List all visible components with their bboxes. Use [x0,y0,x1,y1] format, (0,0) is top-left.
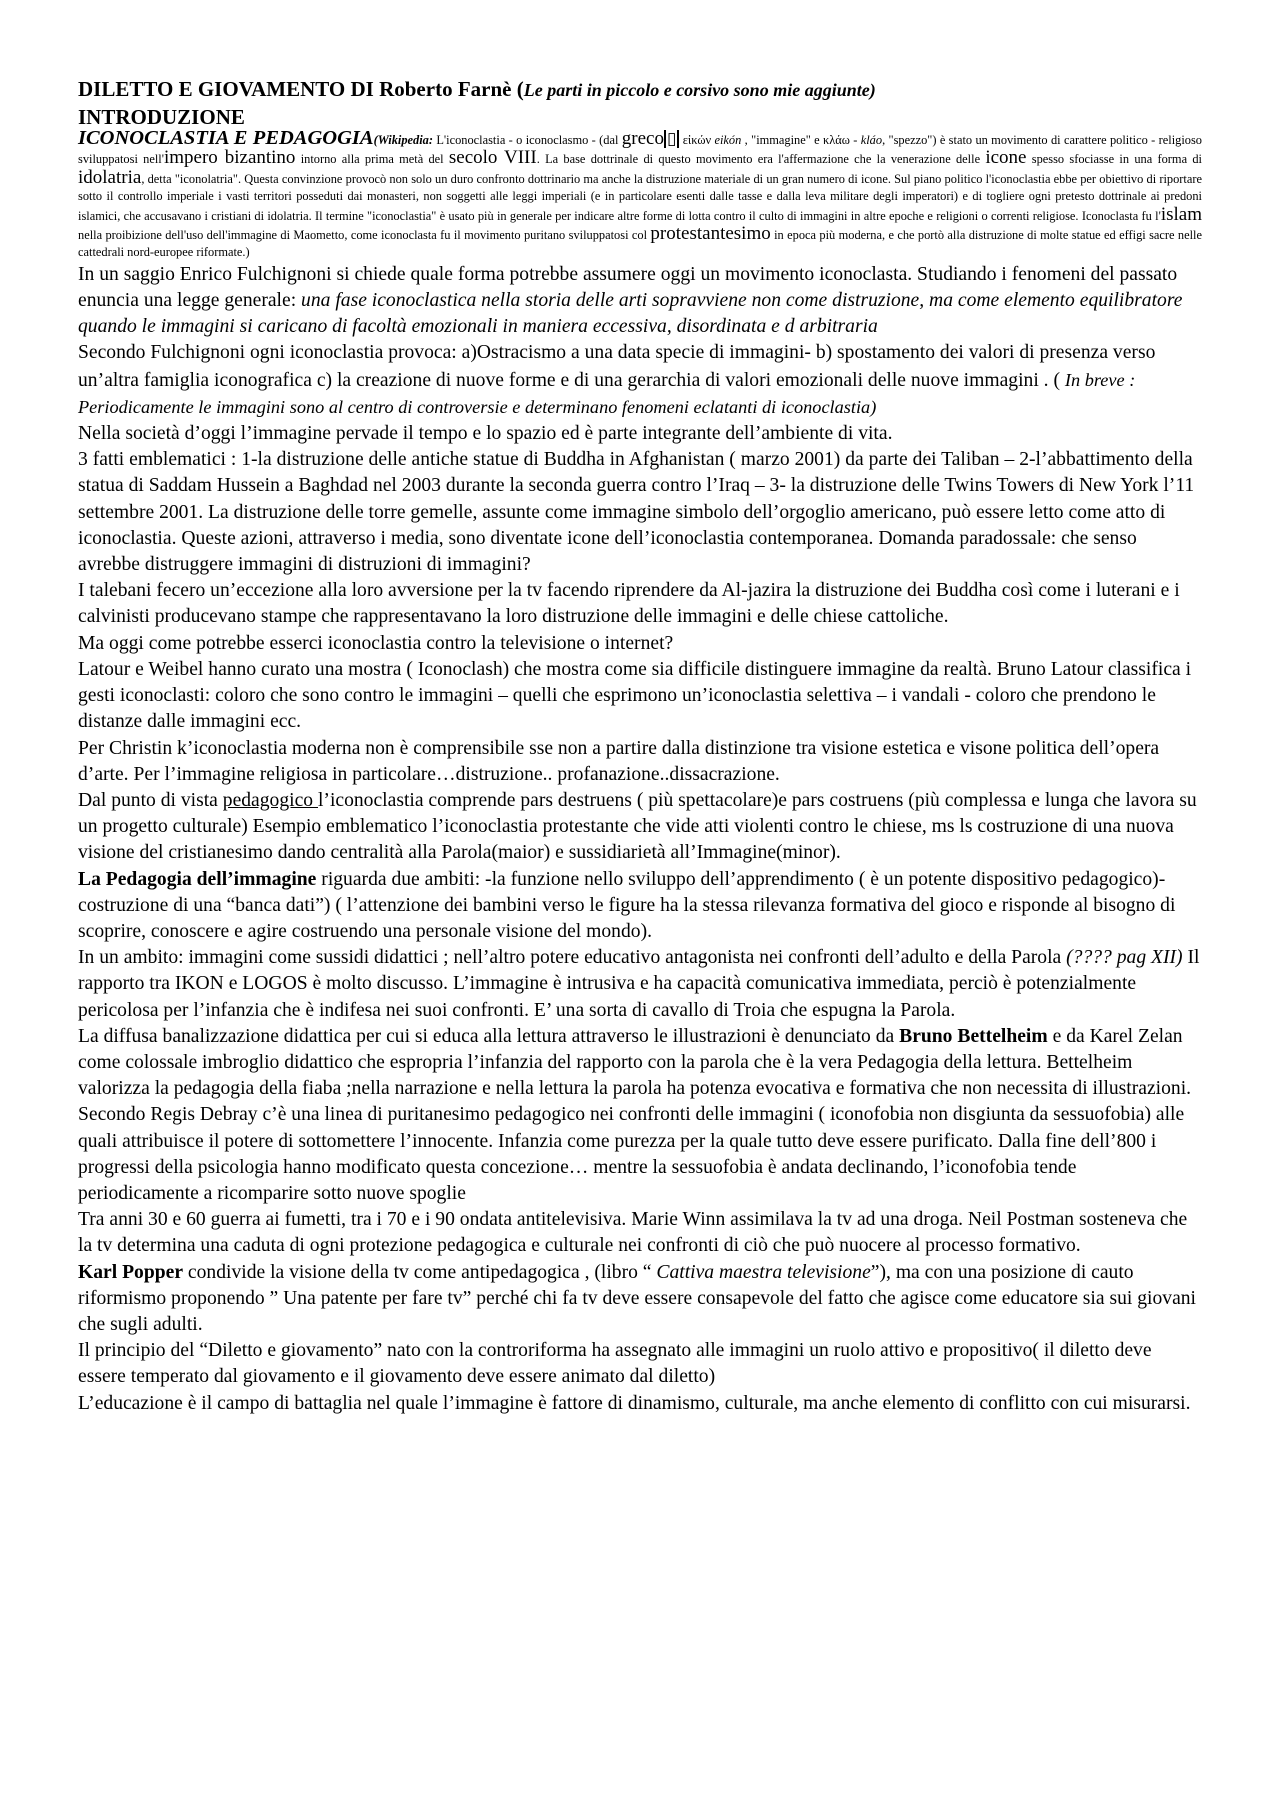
paragraph: Tra anni 30 e 60 guerra ai fumetti, tra i 70 e i 90 ondata antitelevisiva. Marie Winn assimilava la tv ad una droga. Neil Postman sosteneva che la tv determina una caduta di ogni protezione pedagogica e culturale nei confronti di ciò che può nuocere al processo formativo. [78,1209,1188,1257]
paragraph: La Pedagogia dell’immagine riguarda due ambiti: -la funzione nello sviluppo dell’apprendimento ( è un potente dispositivo pedagogico)- costruzione di una “banca dati”) ( l’attenzione dei bambini verso le figure ha la stessa rilevanza formativa del gioco e risponde al bisogno di scoprire, conoscere e agire costruendo una personale visione del mondo). [78,868,1176,942]
wiki-link-greco[interactable]: greco [621,128,664,149]
section-heading-introduzione: INTRODUZIONE [78,105,245,129]
document-body [78,262,1202,1417]
paragraph: Secondo Regis Debray c’è una linea di puritanesimo pedagogico nei confronti delle immagini ( iconofobia non disgiunta da sessuofobia) alle quali attribuisce il potere di sottomettere l’innocente. Infanzia come purezza per la quale tutto deve essere purificato. Dalla fine dell’800 i progressi della psicologia hanno modificato questa concezione… mentre la sessuofobia è andata declinando, l’iconofobia tende periodicamente a ricomparire sotto nuove spoglie [78,1104,1185,1204]
paragraph: Latour e Weibel hanno curato una mostra ( Iconoclash) che mostra come sia difficile distinguere immagine da realtà. Bruno Latour classifica i gesti iconoclasti: coloro che sono contro le immagini – quelli che esprimono un’iconoclastia selettiva – i vandali - coloro che prendono le distanze dalle immagini ecc. [78,658,1192,733]
wiki-link-impero-bizantino[interactable]: impero bizantino [163,147,296,169]
document-page [78,76,1202,1417]
paragraph: Secondo Fulchignoni ogni iconoclastia provoca: a)Ostracismo a una data specie di immagini- b) spostamento dei valori di presenza verso un’altra famiglia iconografica c) la creazione di nuove forme e di una gerarchia di valori emozionali delle nuove immagini . ( In breve : Periodicamente le immagini sono al centro di controversie e determinano fenomeni eclatanti di iconoclastia) [78,342,1156,417]
paragraph: I talebani fecero un’eccezione alla loro avversione per la tv facendo riprendere da Al-jazira la distruzione dei Buddha così come i luterani e i calvinisti producevano stampe che rappresentavano la loro distruzione delle immagini e delle chiese cattoliche. [78,580,1180,628]
paragraph: Dal punto di vista pedagogico l’iconoclastia comprende pars destruens ( più spettacolare)e pars costruens (più complessa e lunga che lavora su un progetto culturale) Esempio emblematico l’iconoclastia protestante che vide atti violenti contro le chiese, ms ls costruzione di una nuova visione del cristianesimo dando centralità alla Parola(maior) e sussidiarietà all’Immagine(minor). [78,789,1197,864]
paragraph: In un ambito: immagini come sussidi didattici ; nell’altro potere educativo antagonista nei confronti dell’adulto e della Parola (???? pag XII) Il rapporto tra IKON e LOGOS è molto discusso. L’immagine è intrusiva e ha capacità comunicativa immediata, perciò è potenzialmente pericolosa per l’infanzia che è indifesa nei suoi confronti. E’ una sorta di cavallo di Troia che espugna la Parola. [78,947,1200,1021]
paragraph: Nella società d’oggi l’immagine pervade il tempo e lo spazio ed è parte integrante dell’ambiente di vita. [78,423,893,445]
paragraph: L’educazione è il campo di battaglia nel quale l’immagine è fattore di dinamismo, culturale, ma anche elemento di conflitto con cui misurarsi. [78,1392,1191,1414]
wikipedia-excerpt: ICONOCLASTIA E PEDAGOGIA(Wikipedia: L'iconoclastia - o iconoclasmo - (dal greco ▯ εἰκών eikón , "immagine" e κλάω - kláo, "spezzo") è stato un movimento di carattere politico - religioso sviluppatosi nell'impero bizantino intorno alla prima metà del secolo VIII. La base dottrinale di questo movimento era l'affermazione che la venerazione delle icone spesso sfociasse in una forma di idolatria, detta "iconolatria". Questa convinzione provocò non solo un duro confronto dottrinario ma anche la distruzione materiale di un gran numero di icone. Sul piano politico l'iconoclastia ebbe per obiettivo di riportare sotto il controllo imperiale i vasti territori posseduti dai monasteri, non soggetti alle leggi imperiali (e in particolare esenti dalle tasse e dalla leva militare degli imperatori) e di togliere ogni pretesto dottrinale ai predoni islamici, che accusavano i cristiani di idolatria. Il termine "iconoclastia" è usato più in generale per indicare altre forme di lotta contro il culto di immagini in altre epoche e religioni o correnti religiose. Iconoclasta fu l'islam nella proibizione dell'uso dell'immagine di Maometto, come iconoclasta fu il movimento puritano sviluppatosi col protestantesimo in epoca più moderna, e che portò alla distruzione di molte statue ed effigi sacre nelle cattedrali nord-europee riformate.) [78,127,1203,260]
wiki-source-label: (Wikipedia: [373,133,433,147]
paragraph: Per Christin k’iconoclastia moderna non è comprensibile sse non a partire dalla distinzione tra visione estetica e visone politica dell’opera d’arte. Per l’immagine religiosa in particolare…distruzione.. profanazione..dissacrazione. [78,737,1160,785]
wiki-link-icone[interactable]: icone [985,147,1027,169]
document-title-line [78,76,1202,104]
paragraph: Il principio del “Diletto e giovamento” nato con la controriforma ha assegnato alle immagini un ruolo attivo e propositivo( il diletto deve essere temperato dal giovamento e il giovamento deve essere animato dal diletto) [78,1340,1152,1388]
document-title: DILETTO E GIOVAMENTO DI Roberto Farnè [78,77,512,101]
wiki-link-secolo[interactable]: secolo VIII [448,147,537,169]
wiki-link-idolatria[interactable]: idolatria [78,166,142,188]
section-heading-iconoclastia: ICONOCLASTIA E PEDAGOGIA [78,127,374,149]
paragraph: In un saggio Enrico Fulchignoni si chiede quale forma potrebbe assumere oggi un movimento iconoclasta. Studiando i fenomeni del passato enuncia una legge generale: una fase iconoclastica nella storia delle arti sopravviene non come distruzione, ma come elemento equilibratore quando le immagini si caricano di facoltà emozionali in maniera eccessiva, disordinata e d arbitraria [78,263,1183,338]
paragraph: Ma oggi come potrebbe esserci iconoclastia contro la televisione o internet? [78,632,674,654]
paragraph: La diffusa banalizzazione didattica per cui si educa alla lettura attraverso le illustrazioni è denunciato da Bruno Bettelheim e da Karel Zelan come colossale imbroglio didattico che espropria l’infanzia del rapporto con la parola che è la vera Pedagogia della lettura. Bettelheim valorizza la pedagogia della fiaba ;nella narrazione e nella lettura la parola ha potenza evocativa e formativa che non necessita di illustrazioni. [78,1025,1192,1100]
wiki-link-protestantesimo[interactable]: protestantesimo [650,223,771,245]
paragraph: Karl Popper condivide la visione della tv come antipedagogica , (libro “ Cattiva maestra televisione”), ma con una posizione di cauto riformismo proponendo ” Una patente per fare tv” perché chi fa tv deve essere consapevole del fatto che agisce come educatore sia sui giovani che sugli adulti. [78,1261,1197,1335]
author-note: (Le parti in piccolo e corsivo sono mie aggiunte) [516,77,876,101]
wiki-link-islam[interactable]: islam [1160,203,1202,225]
paragraph: 3 fatti emblematici : 1-la distruzione delle antiche statue di Buddha in Afghanistan ( marzo 2001) da parte dei Taliban – 2-l’abbattimento della statua di Saddam Hussein a Baghdad nel 2003 durante la seconda guerra contro l’Iraq – 3- la distruzione delle Twins Towers di New York l’11 settembre 2001. La distruzione delle torre gemelle, assunte come immagine simbolo dell’orgoglio americano, può essere letto come atto di iconoclastia. Queste azioni, attraverso i media, sono diventate icone dell’iconoclastia contemporanea. Domanda paradossale: che senso avrebbe distruggere immagini di distruzioni di immagini? [78,449,1195,576]
broken-glyph-box: ▯ [664,130,679,148]
